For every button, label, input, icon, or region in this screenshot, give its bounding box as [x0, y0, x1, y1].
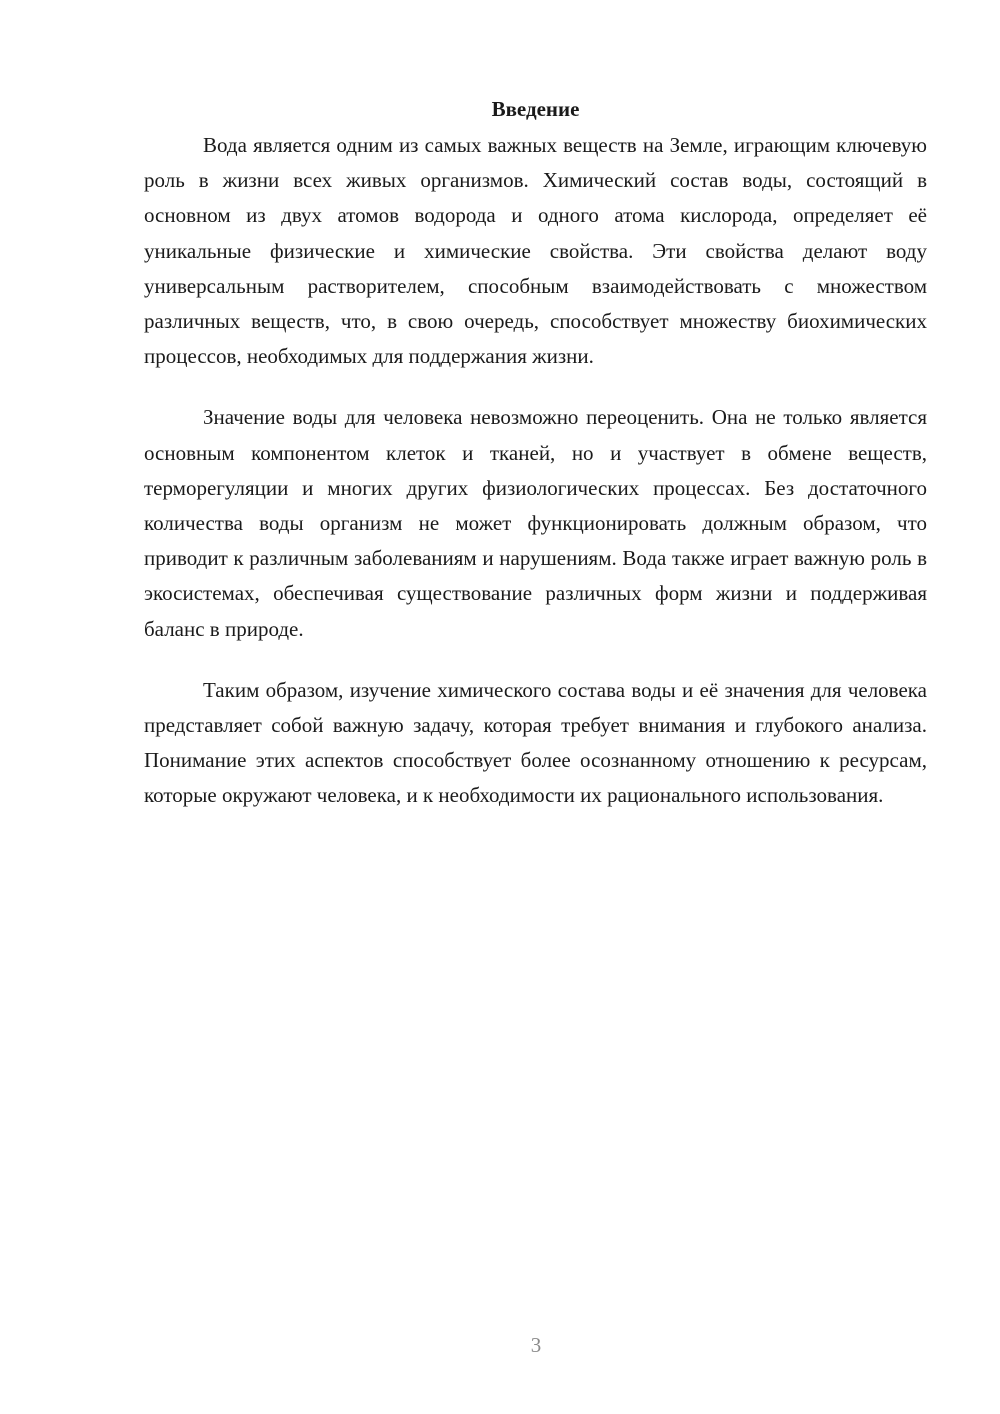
- paragraph-3: Таким образом, изучение химического состава воды и её значения для человека представляет собой важную задачу, которая требует внимания и глубокого анализа. Понимание этих аспектов способствует более осознанному отношению к ресурсам, которые окружают человека, и к необходимости их рационального использования.: [144, 677, 927, 808]
- paragraph-2: Значение воды для человека невозможно переоценить. Она не только является основным компонентом клеток и тканей, но и участвует в обмене веществ, терморегуляции и многих других физиологических процессах. Без достаточного количества воды организм не может функционировать должным образом, что приводит к различным заболеваниям и нарушениям. Вода также играет важную роль в экосистемах, обеспечивая существование различных форм жизни и поддерживая баланс в природе.: [144, 405, 927, 641]
- paragraph-1: Вода является одним из самых важных веществ на Земле, играющим ключевую роль в жизни всех живых организмов. Химический состав воды, состоящий в основном из двух атомов водорода и одного атома кислорода, определяет её уникальные физические и химические свойства. Эти свойства делают воду универсальным растворителем, способным взаимодействовать с множеством различных веществ, что, в свою очередь, способствует множеству биохимических процессов, необходимых для поддержания жизни.: [144, 133, 927, 369]
- page-number: 3: [530, 1333, 542, 1357]
- page-content: [144, 92, 927, 814]
- section-heading: Введение: [491, 97, 580, 121]
